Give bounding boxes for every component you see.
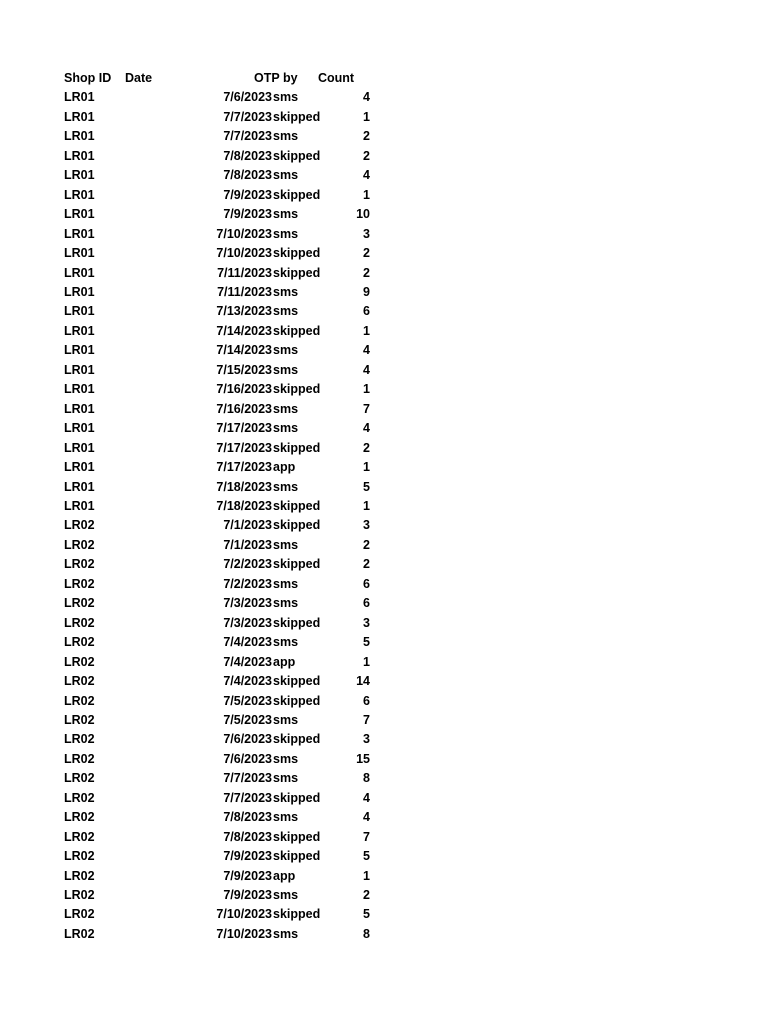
cell-count: 1 <box>363 323 370 338</box>
cell-otp-by: skipped <box>273 829 321 844</box>
cell-date: 7/9/2023 <box>223 207 272 222</box>
cell-otp-by: skipped <box>273 518 321 533</box>
cell-date: 7/5/2023 <box>223 693 272 708</box>
cell-shop-id: LR02 <box>64 654 95 669</box>
cell-shop-id: LR01 <box>64 168 95 183</box>
cell-shop-id: LR01 <box>64 246 95 261</box>
table-row <box>64 711 370 730</box>
cell-count: 7 <box>363 829 370 844</box>
cell-shop-id: LR01 <box>64 382 95 397</box>
table-row <box>64 264 370 283</box>
cell-count: 2 <box>363 265 370 280</box>
cell-otp-by: sms <box>273 888 299 903</box>
cell-count: 4 <box>363 90 370 105</box>
table-row <box>64 341 370 360</box>
cell-otp-by: skipped <box>273 148 321 163</box>
table-body <box>64 88 370 944</box>
table-row <box>64 516 370 535</box>
table-row <box>64 633 370 652</box>
cell-otp-by: skipped <box>273 732 321 747</box>
cell-count: 4 <box>363 810 370 825</box>
table-row <box>64 419 370 438</box>
cell-count: 4 <box>363 343 370 358</box>
cell-date: 7/9/2023 <box>223 849 272 864</box>
table-row <box>64 361 370 380</box>
cell-otp-by: sms <box>273 537 299 552</box>
cell-count: 2 <box>363 148 370 163</box>
column-header-otp-by: OTP by <box>254 71 298 85</box>
cell-shop-id: LR02 <box>64 888 95 903</box>
cell-count: 5 <box>363 849 370 864</box>
cell-date: 7/10/2023 <box>216 926 272 941</box>
cell-count: 7 <box>363 401 370 416</box>
cell-shop-id: LR01 <box>64 323 95 338</box>
table-row <box>64 828 370 847</box>
table-row <box>64 594 370 613</box>
table-row <box>64 769 370 788</box>
cell-date: 7/7/2023 <box>223 790 272 805</box>
cell-shop-id: LR02 <box>64 557 95 572</box>
cell-otp-by: sms <box>273 751 299 766</box>
cell-shop-id: LR01 <box>64 226 95 241</box>
table-row <box>64 867 370 886</box>
cell-otp-by: sms <box>273 168 299 183</box>
cell-count: 5 <box>363 907 370 922</box>
cell-count: 6 <box>363 596 370 611</box>
cell-date: 7/7/2023 <box>223 109 272 124</box>
cell-shop-id: LR01 <box>64 498 95 513</box>
cell-otp-by: skipped <box>273 849 321 864</box>
cell-shop-id: LR02 <box>64 907 95 922</box>
cell-count: 2 <box>363 557 370 572</box>
table-row <box>64 905 370 924</box>
cell-otp-by: sms <box>273 284 299 299</box>
cell-shop-id: LR01 <box>64 187 95 202</box>
table-row <box>64 147 370 166</box>
cell-otp-by: sms <box>273 712 299 727</box>
cell-count: 1 <box>363 868 370 883</box>
cell-shop-id: LR02 <box>64 537 95 552</box>
cell-date: 7/18/2023 <box>216 479 272 494</box>
cell-shop-id: LR02 <box>64 615 95 630</box>
cell-date: 7/17/2023 <box>216 440 272 455</box>
cell-shop-id: LR02 <box>64 674 95 689</box>
table-row <box>64 127 370 146</box>
cell-date: 7/7/2023 <box>223 771 272 786</box>
table-row <box>64 808 370 827</box>
table-row <box>64 497 370 516</box>
cell-count: 2 <box>363 888 370 903</box>
cell-date: 7/11/2023 <box>217 265 272 280</box>
cell-count: 1 <box>363 460 370 475</box>
cell-count: 4 <box>363 362 370 377</box>
otp-count-table <box>64 69 370 944</box>
cell-shop-id: LR01 <box>64 129 95 144</box>
cell-date: 7/10/2023 <box>216 246 272 261</box>
cell-otp-by: skipped <box>273 674 321 689</box>
cell-date: 7/15/2023 <box>216 362 272 377</box>
cell-shop-id: LR01 <box>64 343 95 358</box>
cell-date: 7/1/2023 <box>223 518 272 533</box>
cell-count: 3 <box>363 518 370 533</box>
cell-shop-id: LR02 <box>64 849 95 864</box>
cell-date: 7/8/2023 <box>223 168 272 183</box>
cell-count: 15 <box>356 751 370 766</box>
cell-count: 14 <box>356 674 370 689</box>
cell-otp-by: skipped <box>273 265 321 280</box>
cell-shop-id: LR02 <box>64 576 95 591</box>
table-row <box>64 108 370 127</box>
table-row <box>64 692 370 711</box>
cell-shop-id: LR02 <box>64 810 95 825</box>
cell-count: 4 <box>363 790 370 805</box>
table-row <box>64 730 370 749</box>
cell-otp-by: skipped <box>273 790 321 805</box>
cell-date: 7/9/2023 <box>223 187 272 202</box>
cell-shop-id: LR02 <box>64 790 95 805</box>
table-row <box>64 283 370 302</box>
cell-count: 10 <box>356 207 370 222</box>
table-row <box>64 847 370 866</box>
cell-otp-by: sms <box>273 343 299 358</box>
cell-otp-by: sms <box>273 771 299 786</box>
table-row <box>64 225 370 244</box>
cell-date: 7/2/2023 <box>223 576 272 591</box>
cell-shop-id: LR02 <box>64 693 95 708</box>
cell-count: 2 <box>363 537 370 552</box>
cell-shop-id: LR01 <box>64 421 95 436</box>
cell-otp-by: sms <box>273 810 299 825</box>
cell-date: 7/6/2023 <box>223 90 272 105</box>
cell-count: 4 <box>363 421 370 436</box>
cell-date: 7/16/2023 <box>216 401 272 416</box>
cell-otp-by: app <box>273 460 296 475</box>
cell-date: 7/4/2023 <box>223 635 272 650</box>
cell-count: 3 <box>363 226 370 241</box>
cell-date: 7/6/2023 <box>223 751 272 766</box>
table-row <box>64 614 370 633</box>
cell-otp-by: sms <box>273 479 299 494</box>
spreadsheet-page <box>64 69 384 944</box>
cell-date: 7/4/2023 <box>223 674 272 689</box>
cell-shop-id: LR01 <box>64 401 95 416</box>
table-row <box>64 380 370 399</box>
table-row <box>64 400 370 419</box>
table-header-row <box>64 69 370 88</box>
table-row <box>64 205 370 224</box>
cell-shop-id: LR02 <box>64 518 95 533</box>
cell-count: 2 <box>363 246 370 261</box>
table-row <box>64 789 370 808</box>
table-row <box>64 88 370 107</box>
cell-otp-by: skipped <box>273 907 321 922</box>
cell-otp-by: sms <box>273 90 299 105</box>
cell-date: 7/17/2023 <box>216 460 272 475</box>
table-row <box>64 439 370 458</box>
cell-date: 7/11/2023 <box>217 284 272 299</box>
cell-count: 9 <box>363 284 370 299</box>
cell-otp-by: skipped <box>273 498 321 513</box>
cell-otp-by: sms <box>273 401 299 416</box>
cell-shop-id: LR02 <box>64 751 95 766</box>
cell-shop-id: LR01 <box>64 90 95 105</box>
cell-shop-id: LR01 <box>64 460 95 475</box>
cell-date: 7/8/2023 <box>223 810 272 825</box>
table-row <box>64 458 370 477</box>
cell-otp-by: sms <box>273 129 299 144</box>
cell-date: 7/2/2023 <box>223 557 272 572</box>
column-header-count: Count <box>318 71 355 85</box>
cell-count: 3 <box>363 732 370 747</box>
cell-shop-id: LR02 <box>64 635 95 650</box>
cell-count: 6 <box>363 693 370 708</box>
cell-date: 7/9/2023 <box>223 868 272 883</box>
table-row <box>64 478 370 497</box>
cell-otp-by: app <box>273 654 296 669</box>
cell-date: 7/10/2023 <box>216 907 272 922</box>
cell-date: 7/18/2023 <box>216 498 272 513</box>
cell-otp-by: skipped <box>273 246 321 261</box>
table-row <box>64 925 370 944</box>
cell-otp-by: sms <box>273 207 299 222</box>
cell-shop-id: LR01 <box>64 304 95 319</box>
table-row <box>64 244 370 263</box>
cell-otp-by: sms <box>273 576 299 591</box>
cell-otp-by: sms <box>273 596 299 611</box>
cell-count: 5 <box>363 479 370 494</box>
table-row <box>64 672 370 691</box>
cell-count: 1 <box>363 654 370 669</box>
cell-date: 7/3/2023 <box>223 596 272 611</box>
cell-shop-id: LR01 <box>64 362 95 377</box>
cell-otp-by: skipped <box>273 693 321 708</box>
cell-otp-by: sms <box>273 635 299 650</box>
cell-date: 7/3/2023 <box>223 615 272 630</box>
cell-date: 7/16/2023 <box>216 382 272 397</box>
cell-shop-id: LR02 <box>64 771 95 786</box>
cell-otp-by: sms <box>273 304 299 319</box>
cell-date: 7/14/2023 <box>216 343 272 358</box>
cell-shop-id: LR01 <box>64 148 95 163</box>
cell-otp-by: skipped <box>273 187 321 202</box>
cell-shop-id: LR01 <box>64 265 95 280</box>
table-row <box>64 750 370 769</box>
cell-count: 1 <box>363 382 370 397</box>
table-row <box>64 166 370 185</box>
cell-count: 1 <box>363 109 370 124</box>
column-header-date: Date <box>125 71 153 85</box>
table-row <box>64 653 370 672</box>
table-row <box>64 322 370 341</box>
cell-otp-by: sms <box>273 926 299 941</box>
cell-date: 7/9/2023 <box>223 888 272 903</box>
cell-shop-id: LR01 <box>64 479 95 494</box>
table-row <box>64 536 370 555</box>
cell-date: 7/8/2023 <box>223 148 272 163</box>
cell-otp-by: sms <box>273 362 299 377</box>
cell-shop-id: LR02 <box>64 829 95 844</box>
cell-count: 4 <box>363 168 370 183</box>
cell-count: 1 <box>363 187 370 202</box>
cell-count: 7 <box>363 712 370 727</box>
cell-date: 7/7/2023 <box>223 129 272 144</box>
cell-date: 7/14/2023 <box>216 323 272 338</box>
cell-shop-id: LR02 <box>64 926 95 941</box>
cell-otp-by: skipped <box>273 615 321 630</box>
cell-count: 6 <box>363 576 370 591</box>
cell-shop-id: LR02 <box>64 732 95 747</box>
cell-date: 7/17/2023 <box>216 421 272 436</box>
column-header-shop-id: Shop ID <box>64 71 112 85</box>
cell-otp-by: sms <box>273 421 299 436</box>
cell-shop-id: LR01 <box>64 440 95 455</box>
cell-date: 7/6/2023 <box>223 732 272 747</box>
cell-otp-by: skipped <box>273 382 321 397</box>
cell-count: 8 <box>363 771 370 786</box>
cell-count: 2 <box>363 129 370 144</box>
table-row <box>64 555 370 574</box>
table-row <box>64 186 370 205</box>
cell-shop-id: LR02 <box>64 868 95 883</box>
cell-shop-id: LR01 <box>64 207 95 222</box>
cell-shop-id: LR01 <box>64 109 95 124</box>
cell-count: 8 <box>363 926 370 941</box>
cell-otp-by: sms <box>273 226 299 241</box>
cell-count: 2 <box>363 440 370 455</box>
cell-count: 5 <box>363 635 370 650</box>
cell-shop-id: LR02 <box>64 596 95 611</box>
cell-shop-id: LR01 <box>64 284 95 299</box>
cell-count: 6 <box>363 304 370 319</box>
table-row <box>64 886 370 905</box>
cell-otp-by: skipped <box>273 323 321 338</box>
cell-date: 7/13/2023 <box>216 304 272 319</box>
cell-count: 1 <box>363 498 370 513</box>
cell-date: 7/5/2023 <box>223 712 272 727</box>
cell-otp-by: skipped <box>273 557 321 572</box>
table-row <box>64 575 370 594</box>
cell-date: 7/8/2023 <box>223 829 272 844</box>
cell-date: 7/10/2023 <box>216 226 272 241</box>
cell-otp-by: app <box>273 868 296 883</box>
cell-otp-by: skipped <box>273 440 321 455</box>
cell-date: 7/1/2023 <box>223 537 272 552</box>
cell-shop-id: LR02 <box>64 712 95 727</box>
cell-otp-by: skipped <box>273 109 321 124</box>
cell-date: 7/4/2023 <box>223 654 272 669</box>
cell-count: 3 <box>363 615 370 630</box>
table-row <box>64 302 370 321</box>
